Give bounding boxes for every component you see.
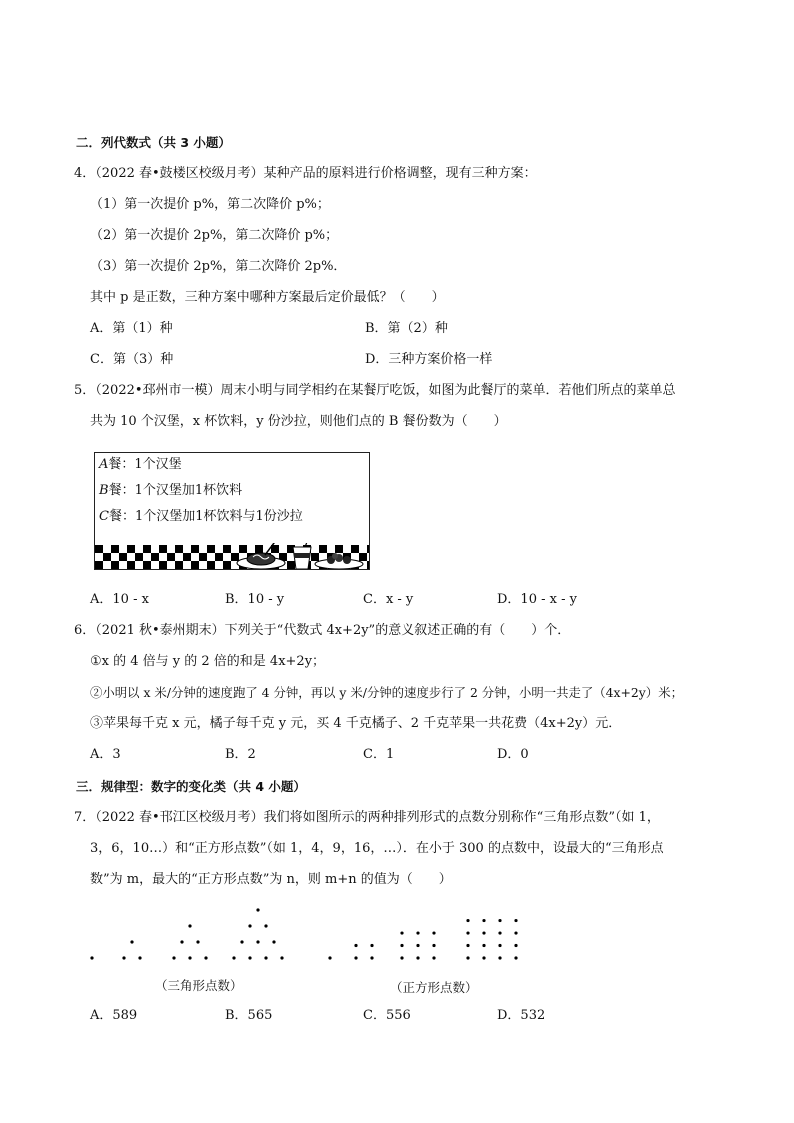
triangle-dot: [204, 956, 207, 959]
q6-statement-1: ①x 的 4 倍与 y 的 2 倍的和是 4x+2y；: [90, 654, 326, 669]
checker-square: [311, 553, 319, 561]
checker-square: [223, 561, 231, 569]
square-dot: [416, 944, 419, 947]
square-dot: [466, 931, 469, 934]
checker-square: [127, 561, 135, 569]
triangle-dot: [280, 956, 283, 959]
triangle-dot: [172, 956, 175, 959]
checker-square: [231, 553, 239, 561]
q6-option-b: B．2: [225, 747, 256, 762]
question-source: （2022 春•鼓楼区校级月考）: [95, 166, 264, 181]
q6-statement-2: ②小明以 x 米/分钟的速度跑了 4 分钟，再以 y 米/分钟的速度步行了 2 分钟，小明一共走了（4x+2y）米；: [90, 685, 683, 700]
triangle-dot: [138, 956, 141, 959]
triangle-dot: [188, 924, 191, 927]
q4-plan-3: （3）第一次提价 2p%，第二次降价 2p%．: [90, 259, 347, 274]
menu-item-name: C: [99, 509, 109, 524]
checker-square: [359, 553, 367, 561]
question-6-stem: [74, 623, 570, 639]
square-dot: [370, 956, 373, 959]
q4-question: 其中 p 是正数，三种方案中哪种方案最后定价最低？（ ）: [90, 290, 445, 305]
section-title-2: 二．列代数式（共 3 小题）: [76, 135, 231, 150]
checker-square: [255, 545, 263, 553]
square-dot: [354, 944, 357, 947]
square-dot: [482, 919, 485, 922]
question-5-stem: [74, 383, 676, 399]
triangle-dot: [248, 956, 251, 959]
q7-option-c: C．556: [363, 1008, 411, 1023]
menu-item-name: A: [99, 457, 109, 472]
section-title-3: 三．规律型：数字的变化类（共 4 小题）: [76, 779, 306, 794]
menu-item-a: [99, 457, 182, 473]
menu-item-name: B: [99, 483, 109, 498]
checker-square: [183, 553, 191, 561]
checker-square: [367, 561, 369, 569]
question-4-stem: [74, 166, 537, 182]
square-dot: [498, 931, 501, 934]
salad-plate-icon: [315, 553, 363, 569]
q4-option-c: C．第（3）种: [90, 352, 174, 367]
question-source: （2022•邳州市一模）: [95, 383, 221, 398]
triangle-dot: [256, 908, 259, 911]
q6-statement-3: ③苹果每千克 x 元，橘子每千克 y 元，买 4 千克橘子、2 千克苹果一共花费（4x+2y）元．: [90, 716, 622, 731]
checker-square: [191, 545, 199, 553]
checker-square: [199, 553, 207, 561]
triangle-dot: [256, 940, 259, 943]
q5-option-c: C．x - y: [363, 592, 414, 607]
question-text: 我们将如图所示的两种排列形式的点数分别称作“三角形点数”（如 1，: [263, 810, 660, 825]
question-text: 周末小明与同学相约在某餐厅吃饭，如图为此餐厅的菜单．若他们所点的菜单总: [220, 383, 676, 398]
checker-square: [167, 553, 175, 561]
square-dot: [416, 931, 419, 934]
square-dot: [466, 944, 469, 947]
checker-square: [207, 561, 215, 569]
square-dot: [482, 956, 485, 959]
menu-item-b: [99, 483, 242, 499]
q4-plan-1: （1）第一次提价 p%，第二次降价 p%；: [90, 197, 330, 212]
square-dot: [328, 956, 331, 959]
checker-square: [351, 545, 359, 553]
q5-option-b: B．10 - y: [225, 592, 285, 607]
triangle-dot: [240, 940, 243, 943]
checker-square: [215, 553, 223, 561]
question-text: 下列关于“代数式 4x+2y”的意义叙述正确的有（ ）个．: [224, 623, 571, 638]
square-dot: [498, 956, 501, 959]
checker-square: [103, 553, 111, 561]
q6-option-a: A．3: [90, 747, 121, 762]
question-number: 4．: [74, 166, 96, 181]
square-dot: [354, 956, 357, 959]
question-number: 5．: [74, 383, 96, 398]
q6-option-d: D．0: [497, 747, 529, 762]
square-dot: [432, 931, 435, 934]
menu-figure: [94, 452, 370, 570]
checker-square: [143, 561, 151, 569]
checker-square: [111, 561, 119, 569]
square-dot: [400, 956, 403, 959]
checker-square: [223, 545, 231, 553]
square-dot: [466, 919, 469, 922]
caption-triangle: （三角形点数）: [155, 978, 243, 993]
checker-square: [159, 561, 167, 569]
triangle-dot: [196, 940, 199, 943]
menu-item-text: 餐：1个汉堡: [108, 457, 182, 472]
checker-square: [159, 545, 167, 553]
question-7-stem: [74, 810, 660, 826]
drink-cup-icon: [293, 543, 311, 569]
triangle-dot: [272, 940, 275, 943]
square-dot: [416, 956, 419, 959]
triangle-dot: [264, 956, 267, 959]
q7-option-a: A．589: [90, 1008, 138, 1023]
q4-option-a: A．第（1）种: [90, 321, 173, 336]
question-source: （2021 秋•泰州期末）: [95, 623, 225, 638]
checker-square: [119, 553, 127, 561]
checker-square: [191, 561, 199, 569]
question-source: （2022 春•邗江区校级月考）: [95, 810, 264, 825]
square-dot: [498, 919, 501, 922]
checker-square: [239, 545, 247, 553]
checker-square: [175, 545, 183, 553]
checker-square: [287, 561, 295, 569]
checker-square: [319, 545, 327, 553]
q7-option-b: B．565: [225, 1008, 273, 1023]
square-dot: [514, 956, 517, 959]
square-dot: [514, 944, 517, 947]
menu-item-text: 餐：1个汉堡加1杯饮料: [108, 483, 243, 498]
q4-option-b: B．第（2）种: [365, 321, 448, 336]
question-number: 6．: [74, 623, 96, 638]
dot-patterns-figure: [84, 896, 544, 966]
triangle-dot: [90, 956, 93, 959]
q4-plan-2: （2）第一次提价 2p%，第二次降价 p%；: [90, 228, 339, 243]
question-text: 某种产品的原料进行价格调整，现有三种方案：: [263, 166, 537, 181]
square-dot: [514, 931, 517, 934]
square-dot: [400, 944, 403, 947]
square-dot: [432, 944, 435, 947]
checker-square: [127, 545, 135, 553]
question-7-stem-line3: 数”为 m，最大的“正方形点数”为 n，则 m+n 的值为（ ）: [90, 872, 452, 887]
triangle-dot: [122, 956, 125, 959]
checker-square: [151, 553, 159, 561]
checker-square: [143, 545, 151, 553]
question-number: 7．: [74, 810, 96, 825]
square-dot: [514, 919, 517, 922]
q4-option-d: D．三种方案价格一样: [365, 352, 493, 367]
checker-square: [207, 545, 215, 553]
square-dot: [482, 944, 485, 947]
square-dot: [498, 944, 501, 947]
caption-square: （正方形点数）: [390, 980, 478, 995]
menu-item-c: [99, 509, 303, 525]
triangle-dot-patterns: [90, 908, 283, 959]
checker-square: [367, 545, 369, 553]
checker-square: [175, 561, 183, 569]
checker-square: [135, 553, 143, 561]
checker-square: [335, 545, 343, 553]
square-dot-patterns: [328, 919, 517, 960]
triangle-dot: [130, 940, 133, 943]
question-7-stem-line2: 3，6，10…）和“正方形点数”（如 1，4，9，16，…）．在小于 300 的点数中，设最大的“三角形点: [90, 841, 664, 856]
checker-square: [95, 545, 103, 553]
q5-option-d: D．10 - x - y: [497, 592, 577, 607]
square-dot: [432, 956, 435, 959]
triangle-dot: [232, 956, 235, 959]
square-dot: [466, 956, 469, 959]
square-dot: [400, 931, 403, 934]
triangle-dot: [188, 956, 191, 959]
checkered-tablecloth-decoration: [95, 543, 369, 569]
q6-option-c: C．1: [363, 747, 395, 762]
q5-option-a: A．10 - x: [90, 592, 149, 607]
square-dot: [482, 931, 485, 934]
triangle-dot: [264, 924, 267, 927]
question-5-stem-line2: 共为 10 个汉堡，x 杯饮料，y 份沙拉，则他们点的 B 餐份数为（ ）: [90, 414, 507, 429]
q7-option-d: D．532: [497, 1008, 546, 1023]
triangle-dot: [248, 924, 251, 927]
checker-square: [95, 561, 103, 569]
checker-square: [111, 545, 119, 553]
menu-item-text: 餐：1个汉堡加1杯饮料与1份沙拉: [108, 509, 303, 524]
triangle-dot: [180, 940, 183, 943]
square-dot: [370, 944, 373, 947]
